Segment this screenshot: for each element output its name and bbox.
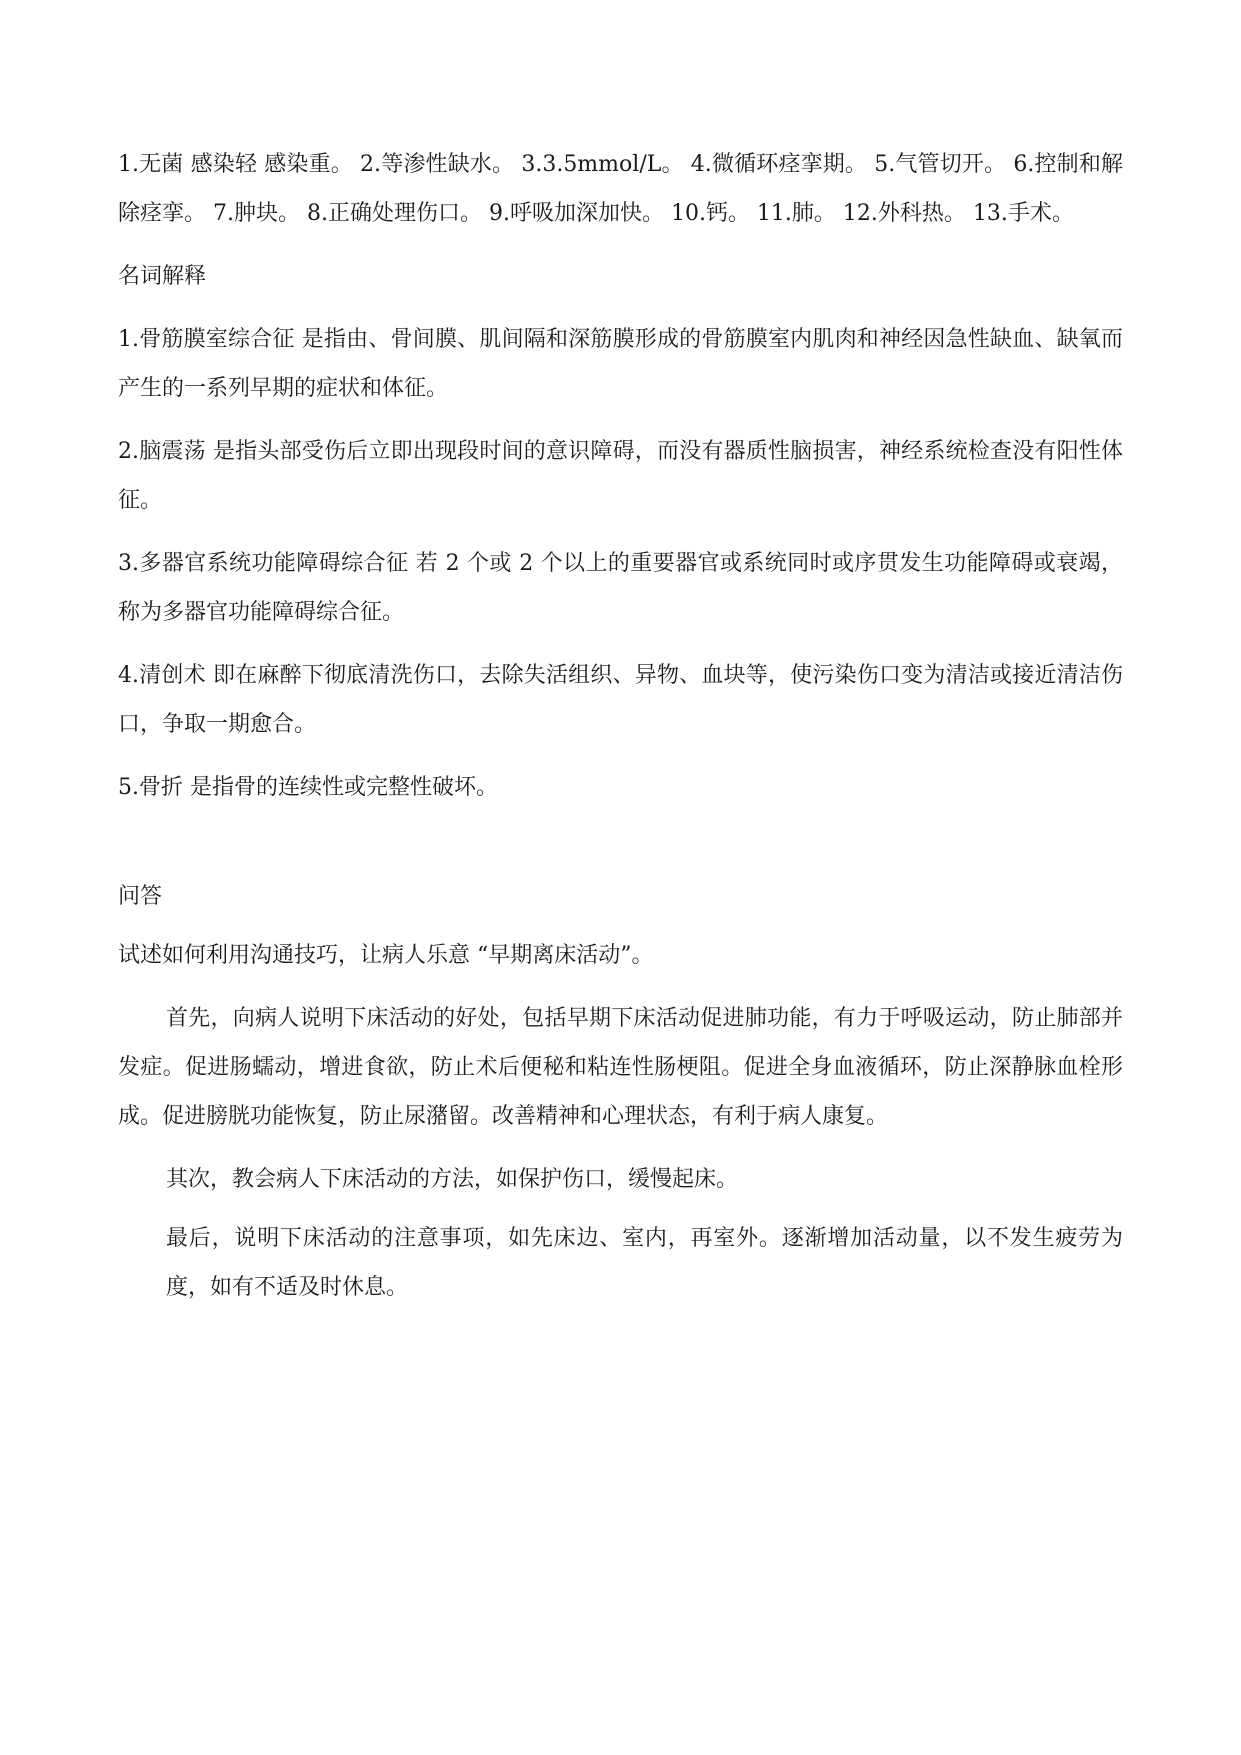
document-body	[118, 140, 1123, 1312]
term-item: 5.骨折 是指骨的连续性或完整性破坏。	[118, 775, 498, 800]
terms-heading: 名词解释	[118, 264, 207, 289]
qa-answer-paragraph-3: 最后，说明下床活动的注意事项，如先床边、室内，再室外。逐渐增加活动量，以不发生疲劳为度，如有不适及时休息。	[166, 1226, 1123, 1300]
qa-question: 试述如何利用沟通技巧，让病人乐意 “早期离床活动”。	[118, 943, 654, 968]
qa-heading: 问答	[118, 884, 163, 909]
term-item: 3.多器官系统功能障碍综合征 若 2 个或 2 个以上的重要器官或系统同时或序贯发生功能障碍或衰竭，称为多器官功能障碍综合征。	[118, 551, 1123, 625]
term-item: 1.骨筋膜室综合征 是指由、骨间膜、肌间隔和深筋膜形成的骨筋膜室内肌肉和神经因急性缺血、缺氧而产生的一系列早期的症状和体征。	[118, 327, 1123, 401]
qa-answer-paragraph-2: 其次，教会病人下床活动的方法，如保护伤口，缓慢起床。	[166, 1167, 739, 1192]
term-item: 4.清创术 即在麻醉下彻底清洗伤口，去除失活组织、异物、血块等，使污染伤口变为清洁或接近清洁伤口，争取一期愈合。	[118, 663, 1123, 737]
qa-answer-paragraph-1: 首先，向病人说明下床活动的好处，包括早期下床活动促进肺功能，有力于呼吸运动，防止肺部并发症。促进肠蠕动，增进食欲，防止术后便秘和粘连性肠梗阻。促进全身血液循环，防止深静脉血栓形成。促进膀胱功能恢复，防止尿潴留。改善精神和心理状态，有利于病人康复。	[118, 1006, 1123, 1129]
answer-list: 1.无菌 感染轻 感染重。 2.等渗性缺水。 3.3.5mmol/L。 4.微循环痉挛期。 5.气管切开。 6.控制和解除痉挛。 7.肿块。 8.正确处理伤口。 9.呼吸加深加快。 10.钙。 11.肺。 12.外科热。 13.手术。	[118, 152, 1123, 226]
term-item: 2.脑震荡 是指头部受伤后立即出现段时间的意识障碍，而没有器质性脑损害，神经系统检查没有阳性体征。	[118, 439, 1123, 513]
